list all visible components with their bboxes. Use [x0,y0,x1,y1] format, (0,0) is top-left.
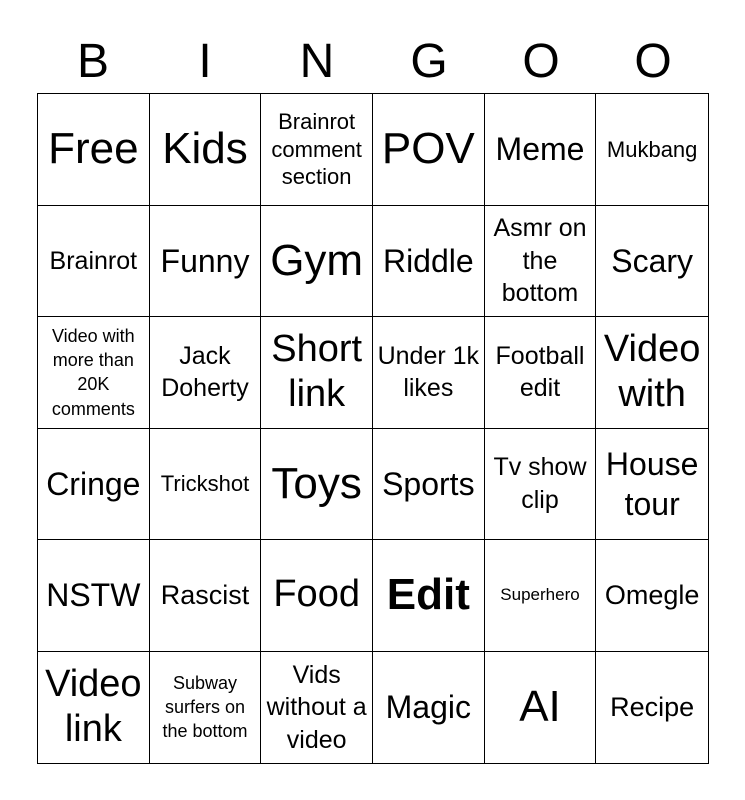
bingo-cell[interactable] [150,94,262,206]
bingo-cell[interactable] [261,429,373,541]
bingo-cell[interactable] [261,652,373,764]
bingo-cell-text: House tour [605,445,699,522]
bingo-cell-text: Short link [271,327,363,416]
bingo-cell[interactable] [150,540,262,652]
header-letter-g: G [410,35,448,88]
bingo-cell[interactable] [373,540,485,652]
bingo-cell[interactable] [261,206,373,318]
bingo-cell[interactable] [38,206,150,318]
bingo-cell-text: Food [273,573,360,616]
bingo-cell[interactable] [596,429,708,541]
bingo-cell[interactable] [38,540,150,652]
bingo-cell-text: Video with more than 20K comments [51,325,135,419]
bingo-cell-text: Omegle [604,580,700,611]
bingo-cell[interactable] [485,94,597,206]
bingo-cell-text: Edit [386,570,470,620]
bingo-cell[interactable] [150,317,262,429]
bingo-cell-text: Gym [270,235,364,285]
header-letter-b: B [76,35,109,88]
bingo-cell-text: Cringe [46,465,141,502]
bingo-cell-text: Free [48,124,139,174]
bingo-cell[interactable] [485,429,597,541]
bingo-cell[interactable] [596,652,708,764]
bingo-cell-text: Video with [603,327,701,416]
bingo-cell-text: Toys [271,458,362,508]
header-letter-n: N [299,35,335,88]
bingo-cell-text: Video link [45,662,142,751]
bingo-cell[interactable] [38,652,150,764]
bingo-cell-text: Football edit [495,341,585,403]
bingo-cell-text: Trickshot [160,471,250,496]
bingo-cell-text: Jack Doherty [161,341,249,403]
bingo-cell-text: Vids without a video [266,660,367,754]
bingo-cell-text: Under 1k likes [377,341,480,403]
bingo-cell[interactable] [261,540,373,652]
bingo-cell[interactable] [596,206,708,318]
bingo-cell[interactable] [38,94,150,206]
bingo-cell[interactable] [373,317,485,429]
bingo-cell-text: Meme [495,131,585,168]
bingo-cell[interactable] [373,206,485,318]
bingo-cell[interactable] [150,652,262,764]
bingo-cell-text: Brainrot [49,246,138,275]
bingo-cell[interactable] [485,317,597,429]
bingo-cell[interactable] [261,317,373,429]
bingo-cell-text: Magic [385,689,471,726]
bingo-cell[interactable] [150,429,262,541]
bingo-header [37,30,709,94]
bingo-cell[interactable] [596,540,708,652]
bingo-cell[interactable] [38,429,150,541]
bingo-cell-text: Subway surfers on the bottom [162,672,248,742]
bingo-cell-text: AI [519,682,561,732]
bingo-card-grid [37,93,709,764]
bingo-cell[interactable] [596,94,708,206]
bingo-cell[interactable] [485,652,597,764]
bingo-cell-text: Recipe [610,692,695,723]
header-letter-o-2: O [634,35,672,88]
bingo-cell-text: Scary [611,242,694,279]
bingo-cell[interactable] [373,652,485,764]
bingo-cell[interactable] [485,540,597,652]
bingo-cell-text: Brainrot comment section [271,109,362,189]
bingo-cell-text: Tv show clip [493,453,587,514]
bingo-cell[interactable] [261,94,373,206]
bingo-cell-text: Riddle [382,242,474,279]
bingo-cell-text: Superhero [500,585,580,605]
bingo-cell-text: Rascist [160,580,250,611]
bingo-cell-text: Funny [160,242,250,279]
bingo-cell-text: Sports [382,465,475,502]
bingo-cell-text: Asmr on the bottom [493,214,587,307]
bingo-cell[interactable] [596,317,708,429]
bingo-cell[interactable] [373,429,485,541]
bingo-cell-text: POV [381,124,475,174]
bingo-cell[interactable] [485,206,597,318]
bingo-cell-text: Kids [162,124,248,174]
bingo-cell-text: NSTW [46,577,141,614]
header-letter-i: I [198,35,212,88]
bingo-cell-text: Mukbang [606,136,698,162]
bingo-cell[interactable] [150,206,262,318]
header-letter-o: O [522,35,560,88]
bingo-cell[interactable] [38,317,150,429]
bingo-cell[interactable] [373,94,485,206]
